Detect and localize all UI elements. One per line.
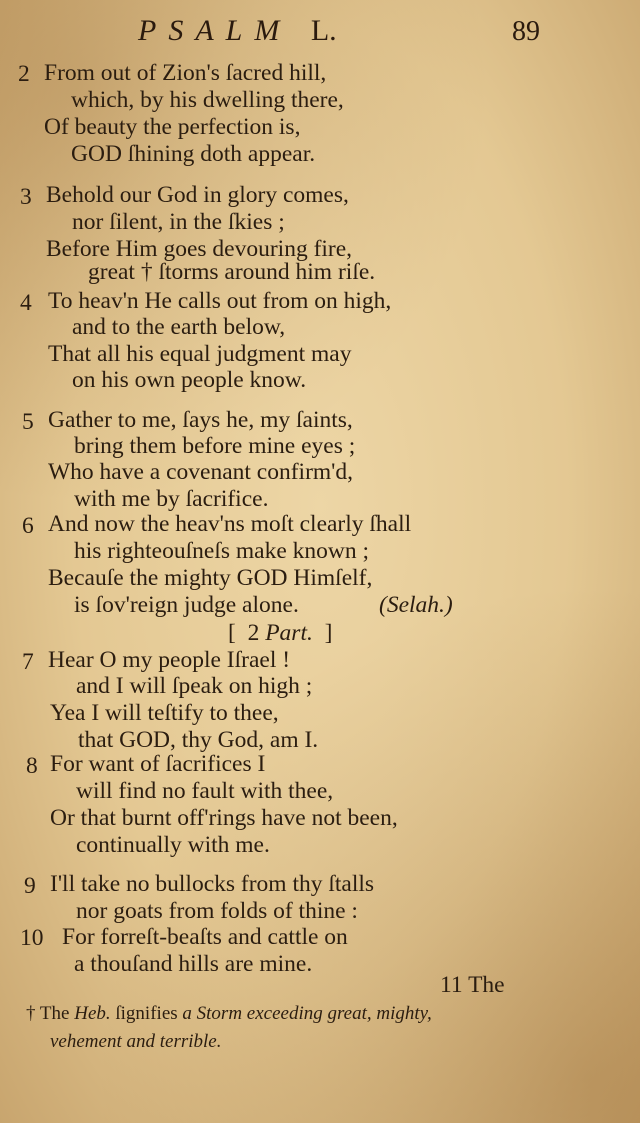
verse-line: Becauſe the mighty GOD Himſelf, bbox=[48, 565, 373, 591]
verse-line: Behold our God in glory comes, bbox=[46, 182, 349, 208]
verse-number: 6 bbox=[22, 513, 34, 539]
verse-line: Who have a covenant confirm'd, bbox=[48, 459, 354, 485]
part-open-bracket: [ bbox=[228, 620, 236, 646]
footnote-signifies: ſignifies bbox=[115, 1003, 178, 1024]
verse-line: on his own people know. bbox=[72, 367, 307, 393]
catchword: 11 The bbox=[440, 972, 505, 998]
verse-line: continually with me. bbox=[76, 832, 270, 858]
running-title-psalm: PSALM bbox=[138, 14, 292, 47]
footnote bbox=[26, 1000, 586, 1056]
verse-line: That all his equal judgment may bbox=[48, 341, 352, 367]
footnote-the: The bbox=[39, 1003, 70, 1024]
verse-number: 5 bbox=[22, 409, 34, 435]
part-close-bracket: ] bbox=[324, 620, 333, 646]
verse-line: Hear O my people Iſrael ! bbox=[48, 647, 291, 673]
verse-line: a thouſand hills are mine. bbox=[74, 951, 313, 977]
verse-line: For want of ſacrifices I bbox=[50, 751, 266, 777]
verse-line: And now the heav'ns moſt clearly ſhall bbox=[48, 511, 412, 537]
verse-line: that GOD, thy God, am I. bbox=[78, 727, 319, 753]
verse-number: 8 bbox=[26, 753, 38, 779]
running-title-number: L. bbox=[310, 14, 337, 47]
verse-line: and to the earth below, bbox=[72, 314, 286, 340]
footnote-heb: Heb. bbox=[74, 1003, 111, 1024]
verse-line: and I will ſpeak on high ; bbox=[76, 673, 313, 699]
footnote-line-2 bbox=[50, 1028, 586, 1056]
verse-line: I'll take no bullocks from thy ſtalls bbox=[50, 871, 375, 897]
verse-number: 2 bbox=[18, 61, 30, 87]
page-number: 89 bbox=[512, 16, 540, 47]
verse-line: To heav'n He calls out from on high, bbox=[48, 288, 392, 314]
footnote-meaning-1: a Storm exceeding great, mighty, bbox=[182, 1003, 432, 1024]
part-label: Part. bbox=[265, 620, 313, 646]
selah-marker: (Selah.) bbox=[379, 592, 453, 618]
verse-line: bring them before mine eyes ; bbox=[74, 433, 356, 459]
verse-line: Before Him goes devouring fire, bbox=[46, 236, 353, 262]
verse-line: which, by his dwelling there, bbox=[71, 87, 344, 113]
verse-line: Or that burnt off'rings have not been, bbox=[50, 805, 398, 831]
footnote-dagger: † bbox=[26, 1003, 36, 1024]
verse-line: great † ſtorms around him riſe. bbox=[88, 259, 376, 285]
verse-line: will find no fault with thee, bbox=[76, 778, 334, 804]
page-header bbox=[0, 14, 640, 54]
verse-line: nor ſilent, in the ſkies ; bbox=[72, 209, 285, 235]
part-marker bbox=[228, 620, 332, 647]
verse-line: Of beauty the perfection is, bbox=[44, 114, 301, 140]
verse-line: is ſov'reign judge alone. bbox=[74, 592, 299, 618]
verse-line: GOD ſhining doth appear. bbox=[71, 141, 316, 167]
footnote-meaning-2: vehement and terrible. bbox=[50, 1031, 222, 1052]
verse-line: with me by ſacrifice. bbox=[74, 486, 269, 512]
footnote-line-1 bbox=[26, 1000, 586, 1028]
verse-line: his righteouſneſs make known ; bbox=[74, 538, 370, 564]
verse-number: 10 bbox=[20, 925, 44, 951]
verse-number: 3 bbox=[20, 184, 32, 210]
verse-line: From out of Zion's ſacred hill, bbox=[44, 60, 327, 86]
verse-number: 9 bbox=[24, 873, 36, 899]
part-number: 2 bbox=[247, 620, 260, 646]
verse-line: nor goats from folds of thine : bbox=[76, 898, 358, 924]
verse-line: Yea I will teſtify to thee, bbox=[50, 700, 279, 726]
verse-line: Gather to me, ſays he, my ſaints, bbox=[48, 407, 353, 433]
verse-number: 4 bbox=[20, 290, 32, 316]
verse-line: For forreſt-beaſts and cattle on bbox=[62, 924, 348, 950]
running-title bbox=[138, 14, 337, 48]
verse-number: 7 bbox=[22, 649, 34, 675]
